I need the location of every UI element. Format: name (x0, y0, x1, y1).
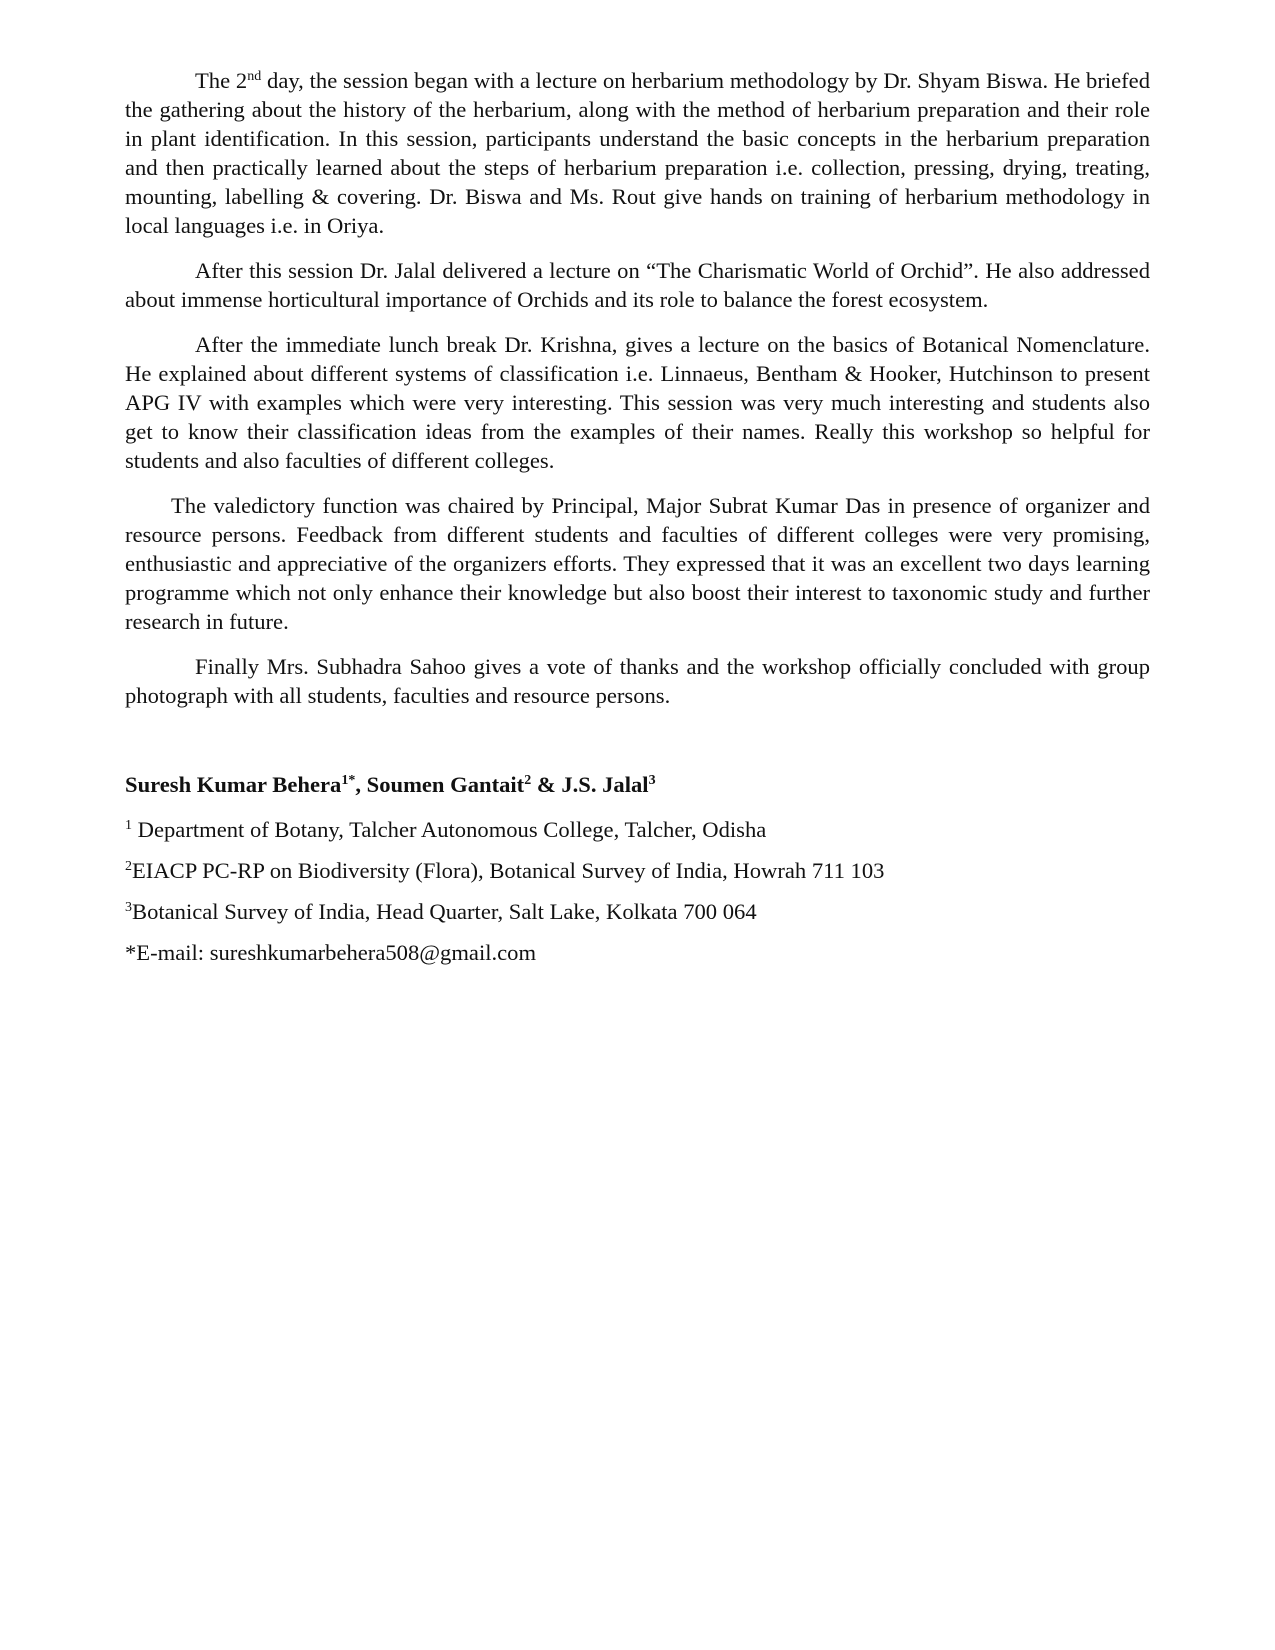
author-3-name: J.S. Jalal (561, 772, 649, 797)
p1-body: day, the session began with a lecture on herbarium methodology by Dr. Shyam Biswa. He briefed the gathering about the history of the herbarium, along with the method of herbarium preparation and their role in plant identification. In this session, participants understand the basic concepts in the herbarium preparation and then practically learned about the steps of herbarium preparation i.e. collection, pressing, drying, treating, mounting, labelling & covering. Dr. Biswa and Ms. Rout give hands on training of herbarium methodology in local languages i.e. in Oriya. (125, 68, 1151, 238)
paragraph-orchid-lecture: After this session Dr. Jalal delivered a lecture on “The Charismatic World of Orchid”. He also addressed about immense horticultural importance of Orchids and its role to balance the forest ecosystem. (125, 258, 1150, 312)
affiliation-1-text: Department of Botany, Talcher Autonomous College, Talcher, Odisha (132, 817, 767, 842)
affiliation-3-sup: 3 (125, 900, 132, 915)
affiliation-3 (125, 897, 1150, 926)
affiliation-3-text: Botanical Survey of India, Head Quarter, Salt Lake, Kolkata 700 064 (132, 899, 757, 924)
p1-lead: The 2 (195, 68, 248, 93)
paragraph-nomenclature-lecture: After the immediate lunch break Dr. Krishna, gives a lecture on the basics of Botanical Nomenclature. He explained about different systems of classification i.e. Linnaeus, Bentham & Hooker, Hutchinson to present APG IV with examples which were very interesting. This session was very much interesting and students also get to know their classification ideas from the examples of their names. Really this workshop so helpful for students and also faculties of different colleges. (125, 332, 1150, 473)
author-3-sup: 3 (648, 773, 656, 788)
paragraph-herbarium-session (125, 66, 1150, 240)
p1-superscript: nd (247, 69, 262, 84)
document-page (125, 66, 1150, 967)
email-line: *E-mail: sureshkumarbehera508@gmail.com (125, 940, 537, 965)
affiliation-1 (125, 815, 1150, 844)
author-separator-1: , (355, 772, 367, 797)
paragraph-vote-of-thanks: Finally Mrs. Subhadra Sahoo gives a vote of thanks and the workshop officially concluded with group photograph with all students, faculties and resource persons. (125, 654, 1150, 708)
author-2-name: Soumen Gantait (366, 772, 525, 797)
author-1-name: Suresh Kumar Behera (125, 772, 342, 797)
author-1-sup: 1* (341, 773, 356, 788)
affiliation-1-sup: 1 (125, 818, 132, 833)
paragraph-valedictory: The valedictory function was chaired by Principal, Major Subrat Kumar Das in presence of organizer and resource persons. Feedback from different students and faculties of different colleges were very promising, enthusiastic and appreciative of the organizers efforts. They expressed that it was an excellent two days learning programme which not only enhance their knowledge but also boost their interest to taxonomic study and further research in future. (125, 493, 1150, 634)
affiliation-2-sup: 2 (125, 859, 132, 874)
author-separator-2: & (531, 772, 562, 797)
affiliation-2-text: EIACP PC-RP on Biodiversity (Flora), Botanical Survey of India, Howrah 711 103 (132, 858, 885, 883)
author-line (125, 770, 1150, 799)
author-2-sup: 2 (524, 773, 532, 788)
affiliation-2 (125, 856, 1150, 885)
